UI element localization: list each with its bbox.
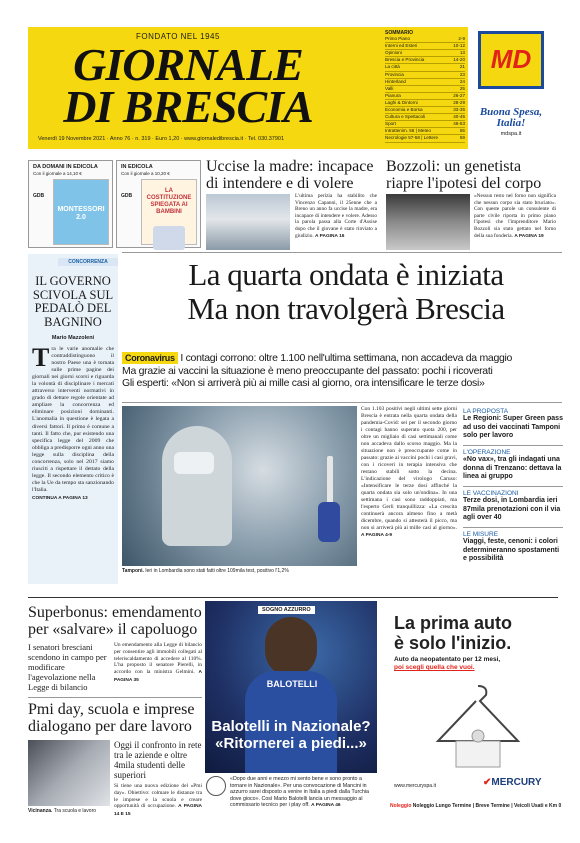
toc-row[interactable]: Cultura e Spettacoli 40-45 — [385, 114, 465, 121]
toc-row[interactable]: Necrologie 57-58 | Lettere 59 — [385, 135, 465, 142]
main-headline[interactable]: La quarta ondata è iniziata Ma non travolgerà Brescia — [187, 257, 505, 326]
main-body: Con 1.103 positivi negli ultimi sette giorni Brescia è entrata nella quarta ondata della pandemia-Covid: sei per il secondo giorno i contagi hanno superato quota 200, per oltre un migliaio di casi settimanali come non accadeva dallo scorso maggio. Ma la situazione non è preoccupante come in passato: grazie ai vaccini pochi i casi gravi, con i ricoveri in terapia intensiva che restano stabili sotto la decina. L'indicazione del virologo Caruso: «Intensificare le terze dosi affinché la quarta ondata sia solo un'ondina». In una settimana i casi sono raddoppiati, ma l'esperto Gerli tranquillizza: «La crescita continuerà ancora almeno fino a metà dicembre, quando si attesterà il picco, ma non si arriverà più ai mille casi al giorno». A PAGINA 4-9 — [361, 406, 457, 538]
quote-icon — [206, 776, 226, 796]
masthead — [28, 27, 468, 149]
toc-row[interactable]: Hinterland 24 — [385, 79, 465, 86]
founded-label: FONDATO NEL 1945 — [136, 32, 220, 41]
promo-costituzione[interactable] — [116, 160, 201, 248]
divider — [28, 597, 558, 598]
divider — [122, 402, 562, 403]
mercury-advertisement[interactable] — [388, 601, 562, 825]
pmi-caption: Vicinanza. Tra scuola e lavoro — [28, 808, 97, 814]
sidebar-rubric: LA PROPOSTA — [463, 408, 509, 415]
headline-capanni[interactable]: Uccise la madre: incapace di intendere e di volere — [206, 158, 374, 192]
toc-row[interactable]: Valli 25 — [385, 86, 465, 93]
body-capanni: L'ultima perizia ha stabilito che Vincenzo Capanni, il 25enne che a Breno un anno fa uccise la madre, era incapace di intendere e volere. Adesso la parola passa alla Corte d'Assise dopo che il giovane è stato rinviato a giudizio. A PAGINA 16 — [295, 193, 377, 239]
sidebar-item[interactable]: Terze dosi, in Lombardia ieri 87mila prenotazioni con il via agli over 40 — [463, 497, 561, 521]
sidebar-item[interactable]: Viaggi, feste, cenoni: i colori determineranno spostamenti e possibilità — [463, 538, 560, 562]
jersey-name: BALOTELLI — [266, 679, 318, 689]
toc-row[interactable]: Intrattenim. 56 | Meteo 55 — [385, 128, 465, 135]
promo-header: IN EDICOLA — [121, 164, 153, 170]
gdb-logo: GDB — [121, 193, 133, 199]
toc-row[interactable]: Economia e Borsa 33-35 — [385, 107, 465, 114]
md-logo: MD — [478, 31, 544, 89]
headline-superbonus[interactable]: Superbonus: emendamento per «salvare» il capoluogo — [28, 604, 202, 638]
photo-caption: Tamponi. Ieri in Lombardia sono stati fatti oltre 109mila test, positivo l'1,2% — [122, 568, 289, 574]
book-cover: LA COSTITUZIONE SPIEGATA AI BAMBINI — [141, 179, 197, 245]
md-advertisement[interactable] — [470, 27, 552, 149]
body-bozzoli: «Nessun resto nel forno non significa che nessun corpo sia stato bruciato». Con queste parole un consulente di parte civile riporta in primo piano l'ipotesi che l'imprenditore Mario Bozzoli sia stato gettato nel forno della sua fonderia. A PAGINA 19 — [474, 193, 556, 239]
md-site: mdspa.it — [500, 131, 522, 137]
promo-price: Con il giornale a 14,10 € — [33, 171, 82, 176]
superbonus-deck: I senatori bresciani scendono in campo per modificare l'agevolazione nella Legge di bilancio — [28, 642, 107, 692]
promo-price: Con il giornale a 10,20 € — [121, 171, 170, 176]
mercury-logo: ✔MERCURY — [483, 777, 542, 788]
mercury-offer: Auto da neopatentato per 12 mesi, poi scegli quella che vuoi. — [394, 656, 501, 671]
promo-montessori[interactable] — [28, 160, 113, 248]
editorial-body: Tra le varie anomalie che contraddistinguono il nostro Paese una è tornata sulle prime pagine dei giornali nei giorni scorsi e riguarda la volontà di disciplinare i mercati attraverso interventi normativi in grado di dettare regole orientate ad ampliare la concorrenza ed eliminare posizioni dominanti. L'anomalia in questione è legata a diversi fattori. Il primo è comune a tanti. Il fatto che, pur esistendo una specifica legge del 2009 che obbliga a predisporre ogni anno una legge sulla disciplina della concorrenza, solo nel 2017 siamo riusciti a rispettare il dettato della legge. Il secondo elemento critico è che la Ue da tempo sta sanzionando l'Italia. CONTINUA A PAGINA 13 — [32, 343, 114, 501]
newspaper-title-line2[interactable]: DI BRESCIA — [63, 81, 313, 132]
table-of-contents — [385, 30, 465, 143]
toc-row[interactable]: Pianura 26-27 — [385, 93, 465, 100]
mercury-site[interactable]: www.mercuryspa.it — [394, 783, 436, 789]
photo-bozzoli — [386, 194, 470, 250]
headline-bozzoli[interactable]: Bozzoli: un genetista riapre l'ipotesi del corpo — [386, 158, 542, 192]
mercury-footer: Noleggio Noleggio Lungo Termine | Breve Termine | Veicoli Usati e Km 0 — [390, 803, 562, 809]
balotelli-tag: SOGNO AZZURRO — [258, 606, 315, 614]
toc-row[interactable]: Opinioni 13 — [385, 50, 465, 57]
sidebar-item[interactable]: Le Regioni: Super Green pass ad uso dei vaccinati Tamponi solo per lavoro — [463, 415, 563, 439]
book-cover: MONTESSORI 2.0 — [53, 179, 109, 245]
sidebar-rubric: L'OPERAZIONE — [463, 449, 511, 456]
newspaper-title-line1[interactable]: GIORNALE — [73, 39, 303, 90]
pmi-body: Si tiene una nuova edizione del «Pmi day». Obiettivo: colmare le distanze tra le imprese e la scuola e creare opportunità di occupazione. A PAGINA 14 E 15 — [114, 783, 202, 818]
baby-hanger-illustration — [418, 681, 538, 771]
promo-header: DA DOMANI IN EDICOLA — [33, 164, 98, 170]
toc-title: SOMMARIO — [385, 30, 414, 36]
divider — [122, 252, 562, 253]
toc-row[interactable]: Sport 46-53 — [385, 121, 465, 128]
toc-row[interactable]: Primo Piano 2-9 — [385, 36, 465, 43]
photo-court — [206, 194, 290, 250]
md-slogan: Buona Spesa, Italia! — [479, 106, 543, 129]
toc-row[interactable]: Provincia 23 — [385, 72, 465, 79]
editorial-author: Mario Mazzoleni — [51, 335, 95, 341]
pmi-deck: Oggi il confronto in rete tra le aziende e oltre 4mila studenti delle superiori — [114, 740, 202, 780]
photo-pmi — [28, 740, 110, 806]
photo-covid-test — [122, 406, 357, 566]
sidebar-rubric: LE MISURE — [463, 531, 499, 538]
toc-row[interactable]: Laghi & Dintorni 28-29 — [385, 100, 465, 107]
main-subheadline: Coronavirus I contagi corrono: oltre 1.100 nell'ultima settimana, non accadeva da maggio Ma grazie ai vaccini la situazione è meno preoccupante del passato: pochi i ricoverati Gli esperti: «Non si arriverà più ai mille casi al giorno, ora intensificare le terze dosi» — [122, 352, 513, 389]
toc-row[interactable]: Interni ed Esteri 10-12 — [385, 43, 465, 50]
divider — [28, 697, 202, 698]
gdb-logo: GDB — [33, 193, 45, 199]
dropcap: T — [32, 343, 50, 372]
sidebar-item[interactable]: «No vax», tra gli indagati una donna di Trenzano: dettava la linea ai gruppo — [463, 456, 562, 480]
editorial-tag: CONCORRENZA — [58, 258, 118, 266]
dateline: Venerdì 19 Novembre 2021 · Anno 76 · n. 319 · Euro 1,20 · www.giornaledibrescia.it · Tel. 030.37901 — [38, 136, 285, 142]
superbonus-body: Un emendamento alla Legge di bilancio per consentire agli immobili collegati al teleriscaldamento di accedere al 110%. L'ha proposto il senatore Pierelli, in accordo con la ministra Gelmini. A PAGINA 35 — [114, 642, 202, 683]
toc-row[interactable]: Brescia e Provincia 14-20 — [385, 57, 465, 64]
headline-pmi-day[interactable]: Pmi day, scuola e imprese dialogano per dare lavoro — [28, 701, 195, 735]
editorial-headline[interactable]: IL GOVERNO SCIVOLA SUL PEDALÒ DEL BAGNINO — [32, 274, 114, 329]
sidebar-rubric: LE VACCINAZIONI — [463, 490, 519, 497]
balotelli-body: «Dopo due anni e mezzo mi sento bene e sono pronto a tornare in Nazionale». Per una convocazione di Mancini in azzurro sarei disposto a venire in Italia a piedi dalla Turchia dove gioco». Così Mario Balotelli lancia un messaggio al commissario tecnico per i play off. A PAGINA 46 — [230, 776, 369, 809]
coronavirus-tag: Coronavirus — [122, 352, 178, 364]
mercury-headline: La prima auto è solo l'inizio. — [394, 613, 513, 653]
headline-balotelli[interactable]: Balotelli in Nazionale? «Ritornerei a piedi...» — [211, 718, 371, 752]
toc-row[interactable]: La città 21 — [385, 64, 465, 71]
sidebar-related — [463, 408, 563, 564]
